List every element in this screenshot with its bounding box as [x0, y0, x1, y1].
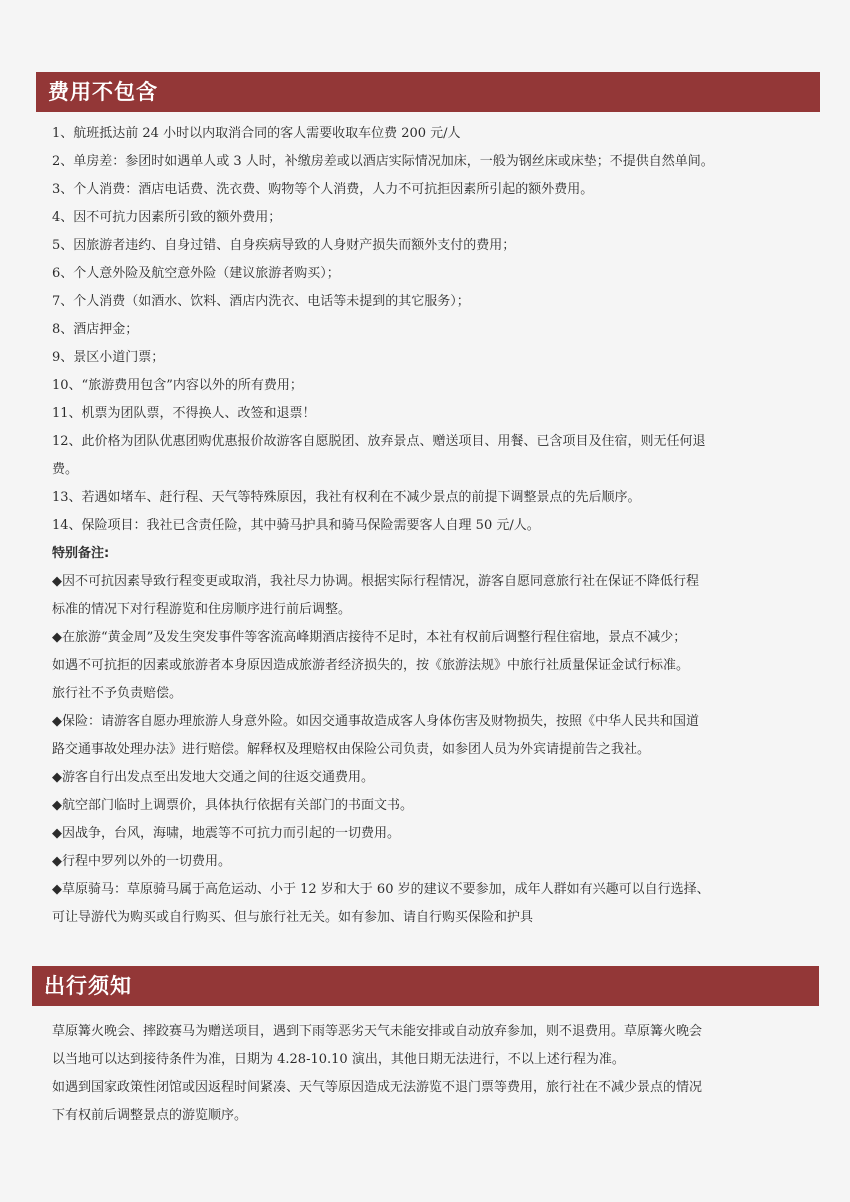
list-item: 4、因不可抗力因素所引致的额外费用； — [52, 210, 282, 225]
list-item: 1、航班抵达前 24 小时以内取消合同的客人需要收取车位费 200 元/人 — [52, 126, 461, 141]
notice-line: 以当地可以达到接待条件为准，日期为 4.28-10.10 演出，其他日期无法进行，不以上述行程为准。 — [52, 1052, 625, 1067]
fees-excluded-list — [52, 120, 804, 932]
remark-line: 路交通事故处理办法》进行赔偿。解释权及理赔权由保险公司负责，如参团人员为外宾请提前告之我社。 — [52, 742, 651, 757]
list-item: 2、单房差：参团时如遇单人或 3 人时，补缴房差或以酒店实际情况加床，一般为钢丝床或床垫；不提供自然单间。 — [52, 154, 714, 169]
remark-line: ◆行程中罗列以外的一切费用。 — [52, 854, 231, 869]
list-item: 11、机票为团队票，不得换人、改签和退票！ — [52, 406, 316, 421]
list-item: 费。 — [52, 462, 79, 477]
remark-line: 如遇不可抗拒的因素或旅游者本身原因造成旅游者经济损失的，按《旅游法规》中旅行社质量保证金试行标准。 — [52, 658, 690, 673]
list-item: 12、此价格为团队优惠团购优惠报价故游客自愿脱团、放弃景点、赠送项目、用餐、已含项目及住宿，则无任何退 — [52, 434, 706, 449]
remark-line: 标准的情况下对行程游览和住房顺序进行前后调整。 — [52, 602, 352, 617]
list-item: 7、个人消费（如酒水、饮料、酒店内洗衣、电话等未提到的其它服务）； — [52, 294, 470, 309]
notice-line: 下有权前后调整景点的游览顺序。 — [52, 1108, 248, 1123]
remark-line: ◆在旅游“黄金周”及发生突发事件等客流高峰期酒店接待不足时，本社有权前后调整行程住宿地，景点不减少； — [52, 630, 687, 645]
notice-line: 草原篝火晚会、摔跤赛马为赠送项目，遇到下雨等恶劣天气未能安排或自动放弃参加，则不退费用。草原篝火晚会 — [52, 1024, 703, 1039]
remark-line: ◆保险：请游客自愿办理旅游人身意外险。如因交通事故造成客人身体伤害及财物损失，按照《中华人民共和国道 — [52, 714, 699, 729]
special-remarks-heading: 特别备注: — [52, 546, 110, 561]
remark-line: 可让导游代为购买或自行购买、但与旅行社无关。如有参加、请自行购买保险和护具 — [52, 910, 534, 925]
list-item: 10、“旅游费用包含”内容以外的所有费用； — [52, 378, 303, 393]
remark-line: 旅行社不予负责赔偿。 — [52, 686, 183, 701]
remark-line: ◆因不可抗因素导致行程变更或取消，我社尽力协调。根据实际行程情况，游客自愿同意旅行社在保证不降低行程 — [52, 574, 699, 589]
remark-line: ◆草原骑马：草原骑马属于高危运动、小于 12 岁和大于 60 岁的建议不要参加，成年人群如有兴趣可以自行选择、 — [52, 882, 710, 897]
list-item: 14、保险项目：我社已含责任险，其中骑马护具和骑马保险需要客人自理 50 元/人。 — [52, 518, 540, 533]
travel-notice-text — [52, 1018, 804, 1130]
remark-line: ◆航空部门临时上调票价，具体执行依据有关部门的书面文书。 — [52, 798, 413, 813]
remark-line: ◆因战争，台风，海啸，地震等不可抗力而引起的一切费用。 — [52, 826, 400, 841]
list-item: 9、景区小道门票； — [52, 350, 165, 365]
notice-line: 如遇到国家政策性闭馆或因返程时间紧凑、天气等原因造成无法游览不退门票等费用，旅行社在不减少景点的情况 — [52, 1080, 703, 1095]
list-item: 13、若遇如堵车、赶行程、天气等特殊原因，我社有权利在不减少景点的前提下调整景点的先后顺序。 — [52, 490, 641, 505]
list-item: 8、酒店押金； — [52, 322, 139, 337]
list-item: 3、个人消费：酒店电话费、洗衣费、购物等个人消费，人力不可抗拒因素所引起的额外费用。 — [52, 182, 594, 197]
section-title-fees-excluded: 费用不包含 — [36, 72, 820, 112]
list-item: 5、因旅游者违约、自身过错、自身疾病导致的人身财产损失而额外支付的费用； — [52, 238, 516, 253]
section-title-travel-notice: 出行须知 — [32, 966, 819, 1006]
remark-line: ◆游客自行出发点至出发地大交通之间的往返交通费用。 — [52, 770, 374, 785]
list-item: 6、个人意外险及航空意外险（建议旅游者购买）； — [52, 266, 340, 281]
